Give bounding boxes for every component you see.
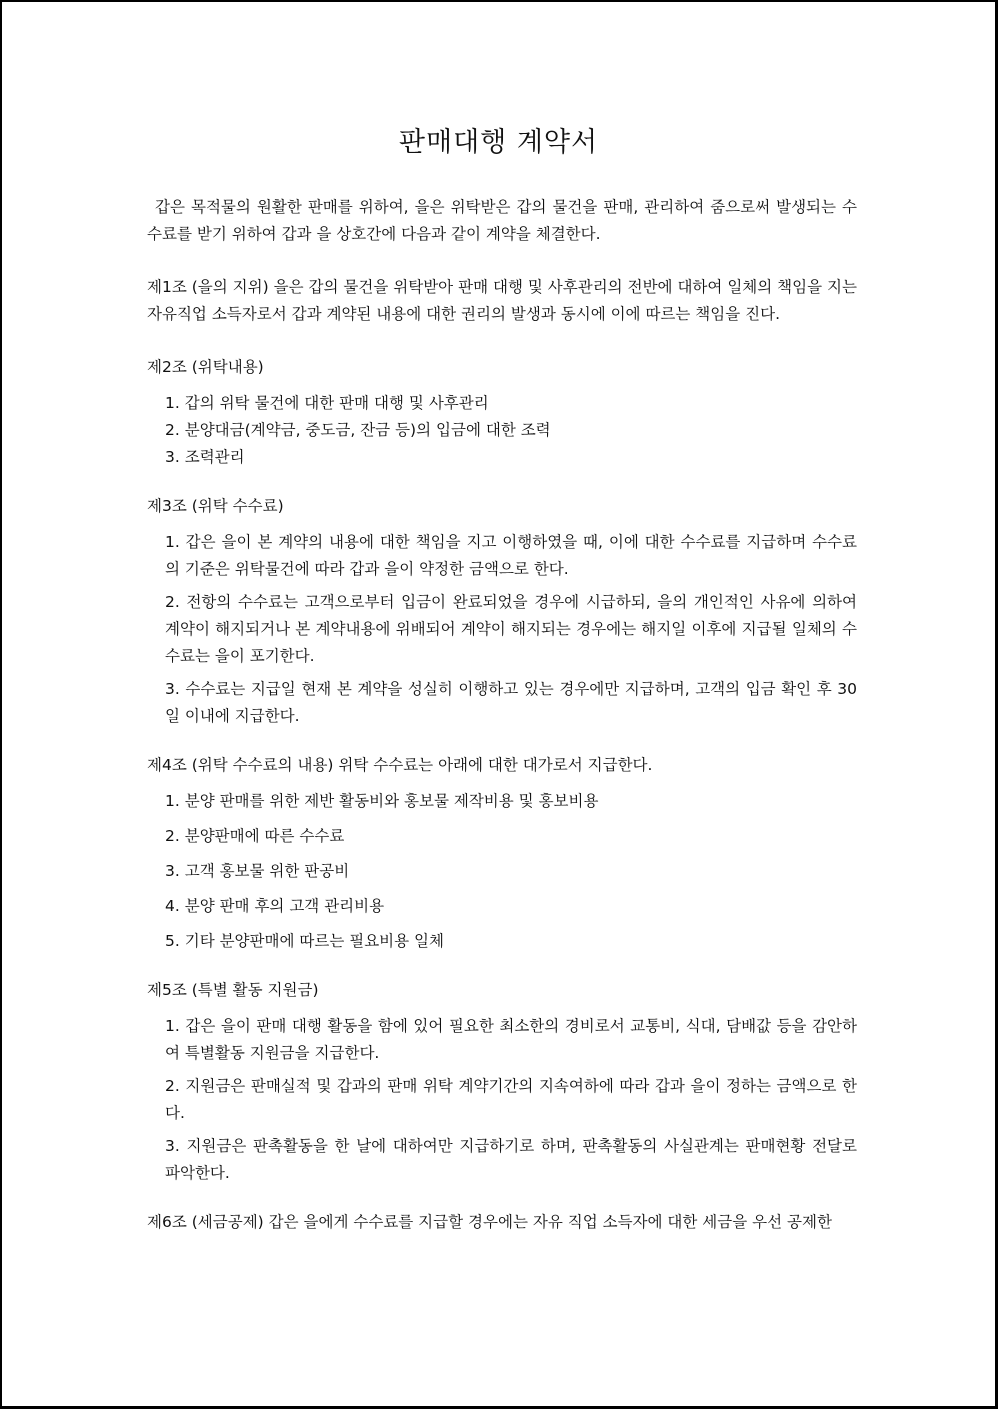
- article-5-heading: 제5조 (특별 활동 지원금): [147, 981, 319, 999]
- list-item: 1. 갑은 을이 본 계약의 내용에 대한 책임을 지고 이행하였을 때, 이에 대한 수수료를 지급하며 수수료의 기준은 위탁물건에 따라 갑과 을이 약정한 금액으로 한다.: [165, 533, 857, 578]
- list-item: 2. 지원금은 판매실적 및 갑과의 판매 위탁 계약기간의 지속여하에 따라 갑과 을이 정하는 금액으로 한다.: [165, 1077, 857, 1122]
- article-3-list: [147, 529, 857, 730]
- list-item: 3. 지원금은 판촉활동을 한 날에 대하여만 지급하기로 하며, 판촉활동의 사실관계는 판매현황 전달로 파악한다.: [165, 1137, 857, 1182]
- article-4-list: [147, 788, 857, 955]
- list-item: 4. 분양 판매 후의 고객 관리비용: [165, 897, 385, 915]
- list-item: 5. 기타 분양판매에 따르는 필요비용 일체: [165, 932, 444, 950]
- article-6: 제6조 (세금공제) 갑은 을에게 수수료를 지급할 경우에는 자유 직업 소득자에 대한 세금을 우선 공제한: [147, 1213, 832, 1231]
- list-item: 2. 전항의 수수료는 고객으로부터 입금이 완료되었을 경우에 시급하되, 을의 개인적인 사유에 의하여 계약이 해지되거나 본 계약내용에 위배되어 계약이 해지되는 경우에는 해지일 이후에 지급될 일체의 수수료는 을이 포기한다.: [165, 593, 857, 665]
- list-item: 3. 조력관리: [165, 448, 245, 466]
- page-title: 판매대행 계약서: [398, 127, 599, 158]
- list-item: 2. 분양대금(계약금, 중도금, 잔금 등)의 입금에 대한 조력: [165, 421, 551, 439]
- intro-paragraph: 갑은 목적물의 원활한 판매를 위하여, 을은 위탁받은 갑의 물건을 판매, 관리하여 줌으로써 발생되는 수수료를 받기 위하여 갑과 을 상호간에 다음과 같이 계약을 체결한다.: [147, 198, 857, 243]
- article-4-heading: 제4조 (위탁 수수료의 내용) 위탁 수수료는 아래에 대한 대가로서 지급한다.: [147, 756, 653, 774]
- article-2-list: [147, 390, 857, 471]
- list-item: 3. 고객 홍보물 위한 판공비: [165, 862, 350, 880]
- list-item: 1. 갑은 을이 판매 대행 활동을 함에 있어 필요한 최소한의 경비로서 교통비, 식대, 담배값 등을 감안하여 특별활동 지원금을 지급한다.: [165, 1017, 857, 1062]
- article-3-heading: 제3조 (위탁 수수료): [147, 497, 284, 515]
- list-item: 1. 갑의 위탁 물건에 대한 판매 대행 및 사후관리: [165, 394, 489, 412]
- document-body: [147, 194, 857, 1236]
- article-1: 제1조 (을의 지위) 을은 갑의 물건을 위탁받아 판매 대행 및 사후관리의 전반에 대하여 일체의 책임을 지는 자유직업 소득자로서 갑과 계약된 내용에 대한 권리의 발생과 동시에 이에 따르는 책임을 진다.: [147, 278, 857, 323]
- list-item: 3. 수수료는 지급일 현재 본 계약을 성실히 이행하고 있는 경우에만 지급하며, 고객의 입금 확인 후 30일 이내에 지급한다.: [165, 680, 857, 725]
- list-item: 1. 분양 판매를 위한 제반 활동비와 홍보물 제작비용 및 홍보비용: [165, 792, 599, 810]
- article-5-list: [147, 1013, 857, 1187]
- list-item: 2. 분양판매에 따른 수수료: [165, 827, 345, 845]
- article-2-heading: 제2조 (위탁내용): [147, 358, 264, 376]
